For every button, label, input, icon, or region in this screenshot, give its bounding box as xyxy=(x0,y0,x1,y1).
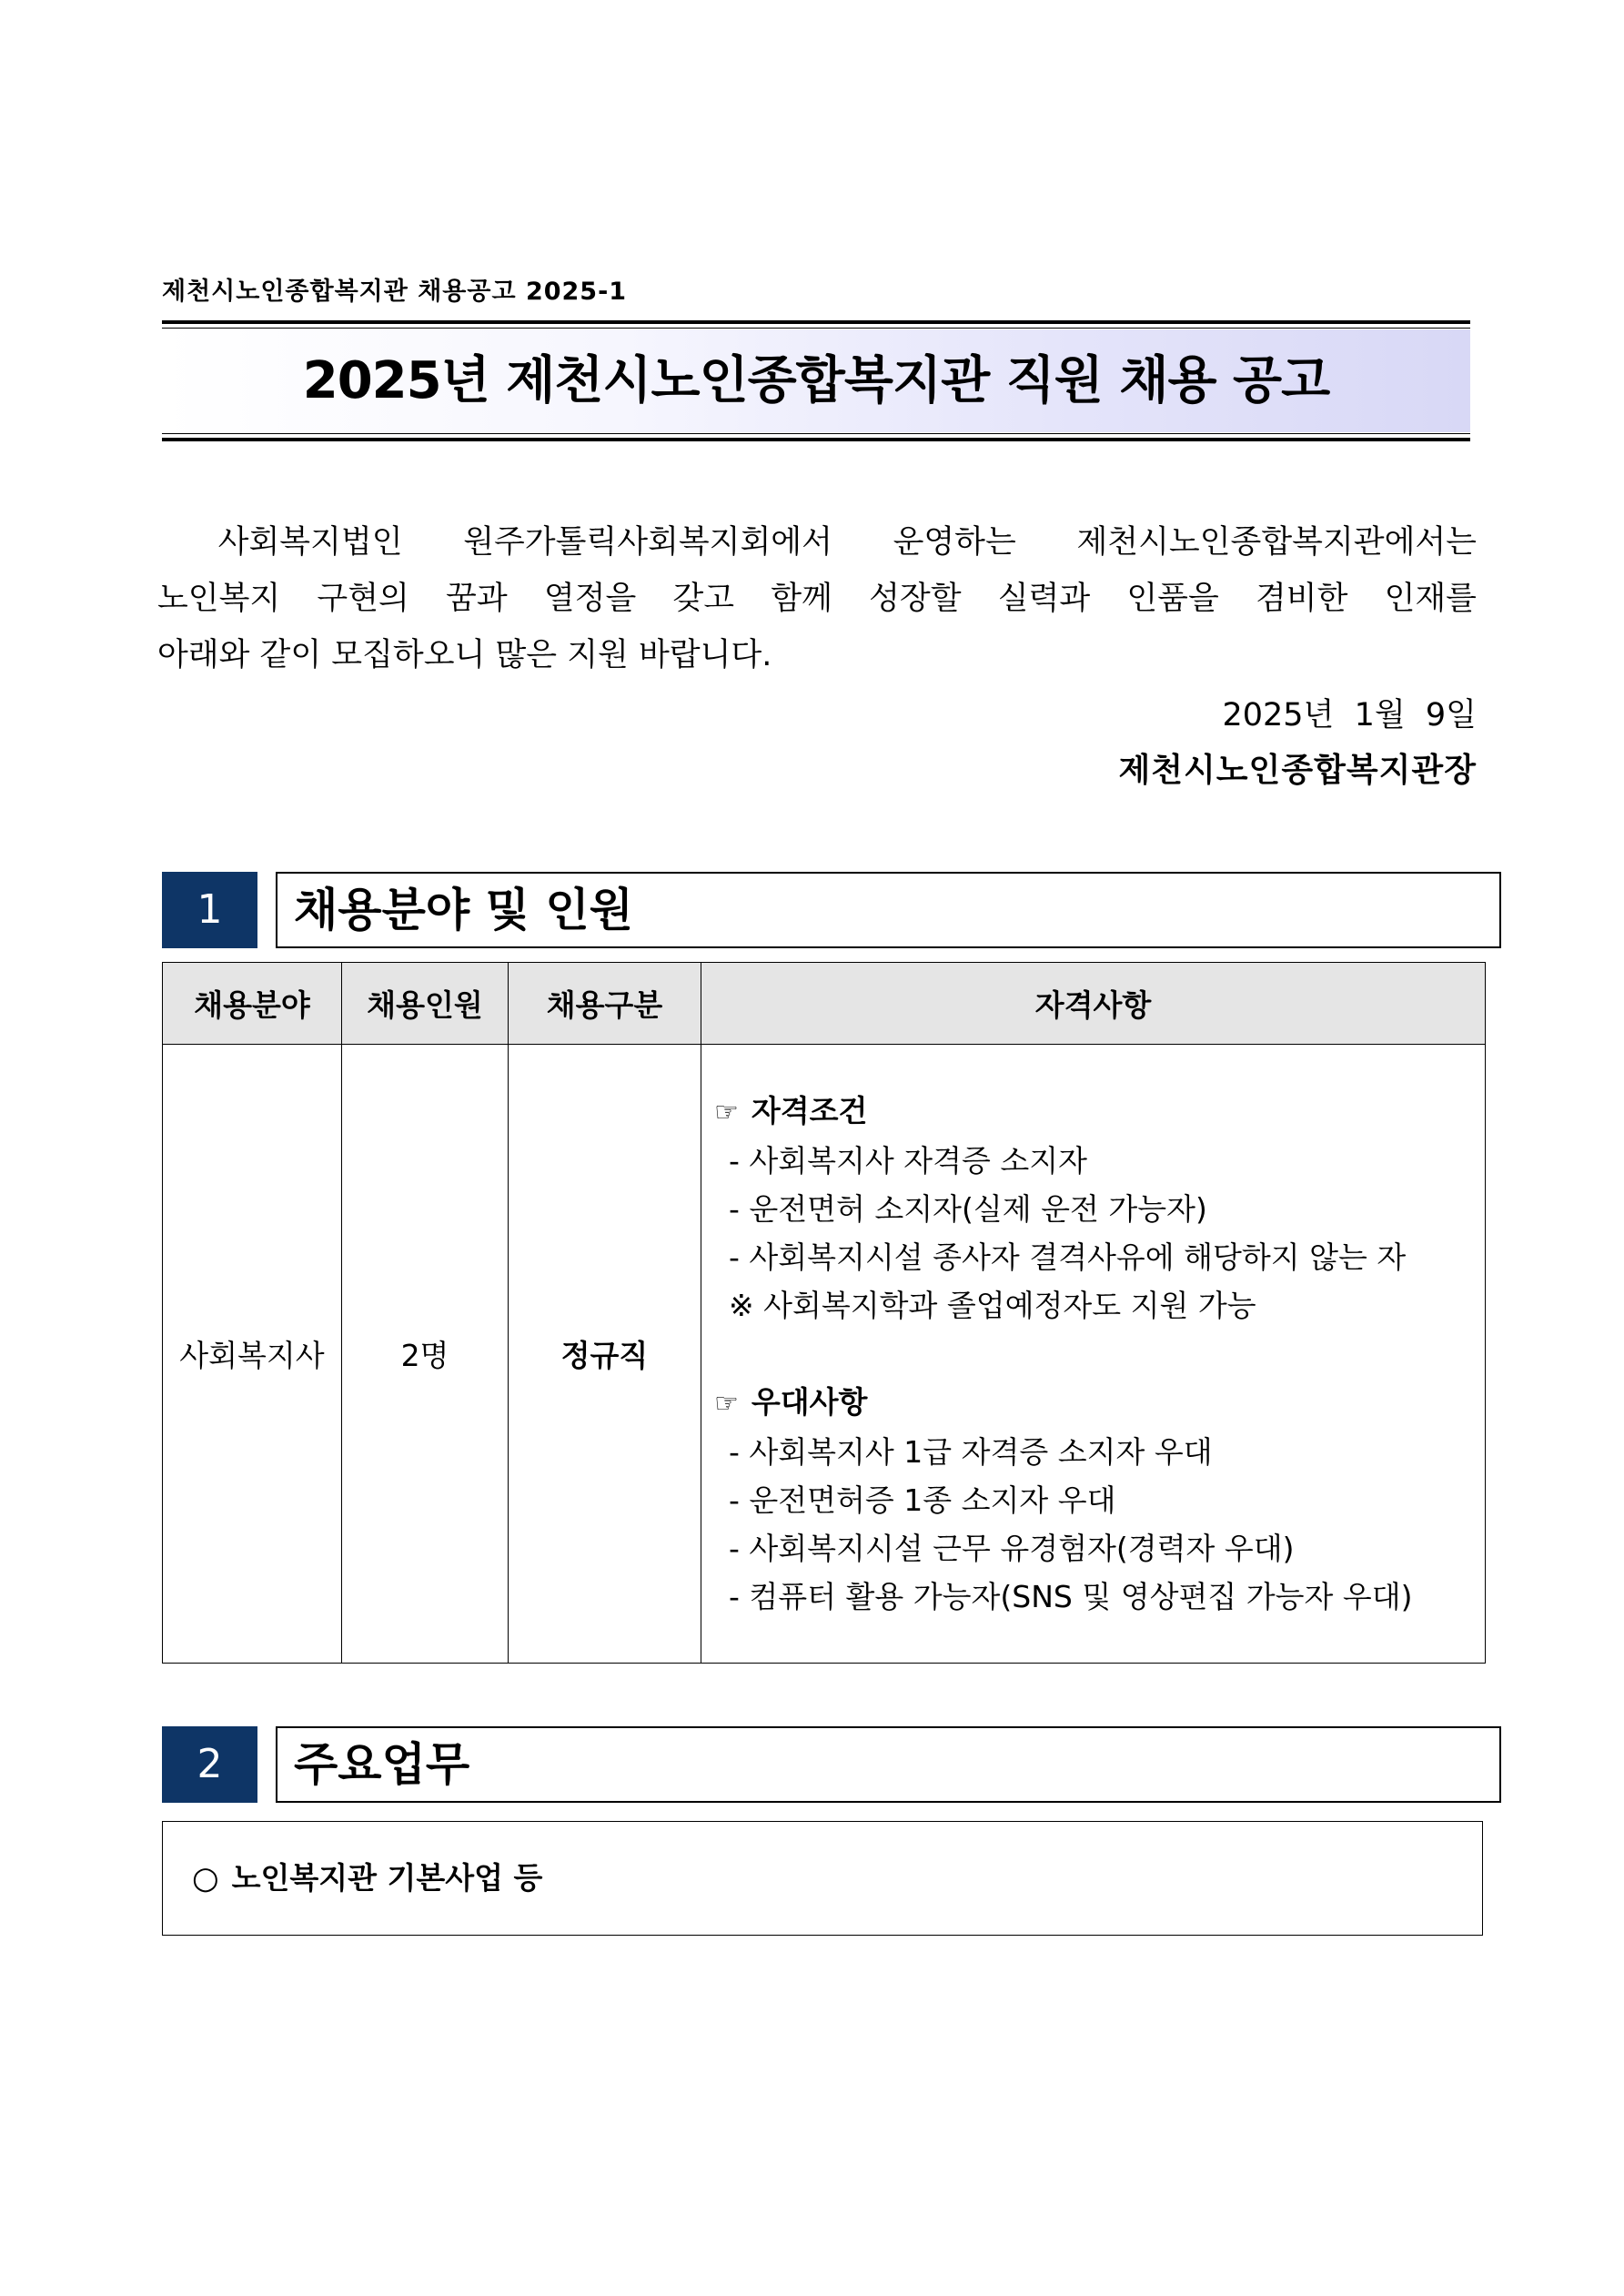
cell-field: 사회복지사 xyxy=(163,1045,342,1664)
table-row xyxy=(163,1045,1486,1664)
list-item: - 운전면허증 1종 소지자 우대 xyxy=(729,1482,1116,1518)
cell-qualification xyxy=(701,1045,1486,1664)
section-2-number: 2 xyxy=(162,1726,257,1803)
list-item: - 운전면허 소지자(실제 운전 가능자) xyxy=(729,1191,1207,1227)
section-2-header xyxy=(162,1726,1485,1803)
table-header-row xyxy=(163,963,1486,1045)
intro-paragraph xyxy=(157,514,1477,683)
title-rule-top xyxy=(162,320,1470,324)
header-count: 채용인원 xyxy=(342,963,509,1045)
signer: 제천시노인종합복지관장 xyxy=(1118,752,1477,789)
preference-group-title: ☞ 우대사항 xyxy=(714,1384,868,1420)
list-item: - 사회복지시설 근무 유경험자(경력자 우대) xyxy=(729,1531,1295,1566)
list-item: - 사회복지시설 종사자 결격사유에 해당하지 않는 자 xyxy=(729,1239,1407,1275)
intro-line: 아래와 같이 모집하오니 많은 지원 바랍니다. xyxy=(157,637,772,673)
notice-date: 2025년 1월 9일 xyxy=(1222,697,1477,733)
intro-line: 사회복지법인 원주가톨릭사회복지회에서 운영하는 제천시노인종합복지관에서는 xyxy=(217,524,1477,561)
section-1-header xyxy=(162,872,1485,948)
document-number: 제천시노인종합복지관 채용공고 2025-1 xyxy=(162,278,628,306)
list-item: - 사회복지사 1급 자격증 소지자 우대 xyxy=(729,1434,1213,1470)
list-item: ○ 노인복지관 기본사업 등 xyxy=(192,1860,543,1896)
intro-line: 노인복지 구현의 꿈과 열정을 갖고 함께 성장할 실력과 인품을 겸비한 인재를 xyxy=(157,581,1477,617)
pointing-hand-icon: ☞ xyxy=(714,1388,739,1420)
list-item: - 컴퓨터 활용 가능자(SNS 및 영상편집 가능자 우대) xyxy=(729,1579,1413,1614)
title-rule-bottom xyxy=(162,438,1470,441)
recruitment-table xyxy=(162,962,1486,1664)
title-rule-top-thin xyxy=(162,328,1470,329)
title-banner xyxy=(162,320,1470,442)
qualification-group-title: ☞ 자격조건 xyxy=(714,1093,868,1128)
pointing-hand-icon: ☞ xyxy=(714,1097,739,1128)
list-item: - 사회복지사 자격증 소지자 xyxy=(729,1143,1088,1178)
section-2-title: 주요업무 xyxy=(276,1726,1501,1803)
section-1-title: 채용분야 및 인원 xyxy=(276,872,1501,948)
title-rule-bottom-thin xyxy=(162,433,1470,434)
header-type: 채용구분 xyxy=(509,963,701,1045)
header-field: 채용분야 xyxy=(163,963,342,1045)
circle-bullet-icon: ○ xyxy=(192,1860,219,1896)
section-1-number: 1 xyxy=(162,872,257,948)
cell-type: 정규직 xyxy=(509,1045,701,1664)
list-item: ※ 사회복지학과 졸업예정자도 지원 가능 xyxy=(729,1288,1256,1323)
page-title: 2025년 제천시노인종합복지관 직원 채용 공고 xyxy=(302,351,1330,410)
header-qualification: 자격사항 xyxy=(701,963,1486,1045)
duties-box xyxy=(162,1821,1483,1936)
cell-count: 2명 xyxy=(342,1045,509,1664)
